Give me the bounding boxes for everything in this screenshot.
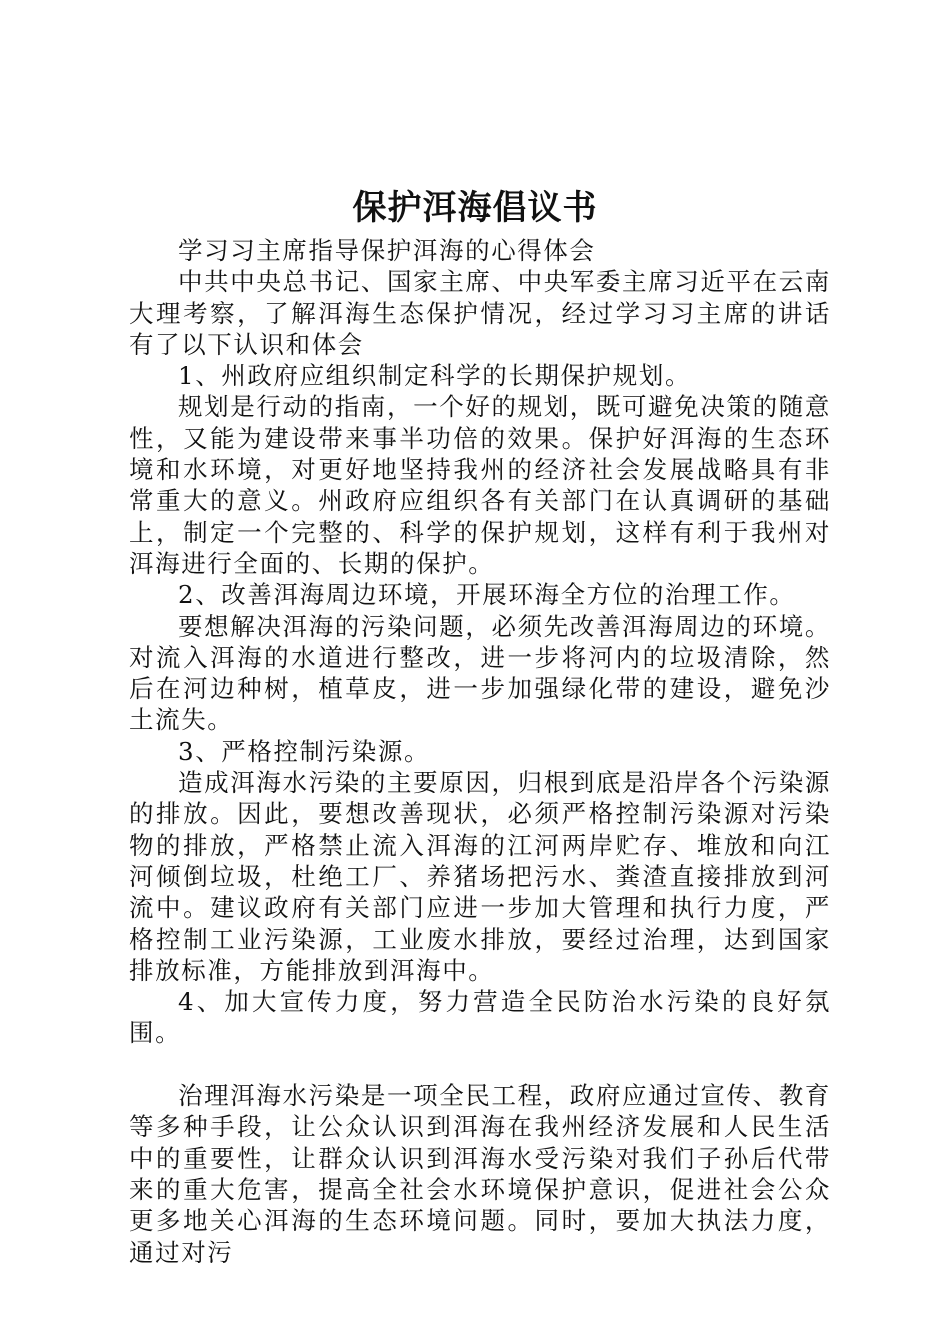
intro-paragraph: 中共中央总书记、国家主席、中央军委主席习近平在云南大理考察，了解洱海生态保护情况，经过学习习主席的讲话有了以下认识和体会 — [129, 267, 831, 359]
blank-line — [129, 1049, 831, 1080]
section-heading-4: 4、加大宣传力度，努力营造全民防治水污染的良好氛围。 — [129, 987, 831, 1048]
section-heading-1: 1、州政府应组织制定科学的长期保护规划。 — [178, 361, 692, 391]
section-heading-3: 3、严格控制污染源。 — [178, 736, 431, 766]
section-paragraph-3: 造成洱海水污染的主要原因，归根到底是沿岸各个污染源的排放。因此，要想改善现状，必须严格控制污染源对污染物的排放，严格禁止流入洱海的江河两岸贮存、堆放和向江河倾倒垃圾，杜绝工厂、养猪场把污水、粪渣直接排放到河流中。建议政府有关部门应进一步加大管理和执行力度，严格控制工业污染源，工业废水排放，要经过治理，达到国家排放标准，方能排放到洱海中。 — [129, 768, 831, 985]
section-paragraph-2: 要想解决洱海的污染问题，必须先改善洱海周边的环境。对流入洱海的水道进行整改，进一步将河内的垃圾清除，然后在河边种树，植草皮，进一步加强绿化带的建设，避免沙土流失。 — [129, 611, 831, 735]
section-heading-2: 2、改善洱海周边环境，开展环海全方位的治理工作。 — [178, 580, 796, 610]
section-paragraph-4: 治理洱海水污染是一项全民工程，政府应通过宣传、教育等多种手段，让公众认识到洱海在我州经济发展和人民生活中的重要性，让群众认识到洱海水受污染对我们子孙后代带来的重大危害，提高全社会水环境保护意识，促进社会公众更多地关心洱海的生态环境问题。同时，要加大执法力度，通过对污 — [129, 1081, 831, 1267]
section-paragraph-1: 规划是行动的指南，一个好的规划，既可避免决策的随意性，又能为建设带来事半功倍的效果。保护好洱海的生态环境和水环境，对更好地坚持我州的经济社会发展战略具有非常重大的意义。州政府应组织各有关部门在认真调研的基础上，制定一个完整的、科学的保护规划，这样有利于我州对洱海进行全面的、长期的保护。 — [129, 392, 831, 578]
document-body — [129, 235, 831, 1268]
document-title: 保护洱海倡议书 — [352, 188, 598, 228]
subtitle-paragraph: 学习习主席指导保护洱海的心得体会 — [178, 236, 596, 265]
